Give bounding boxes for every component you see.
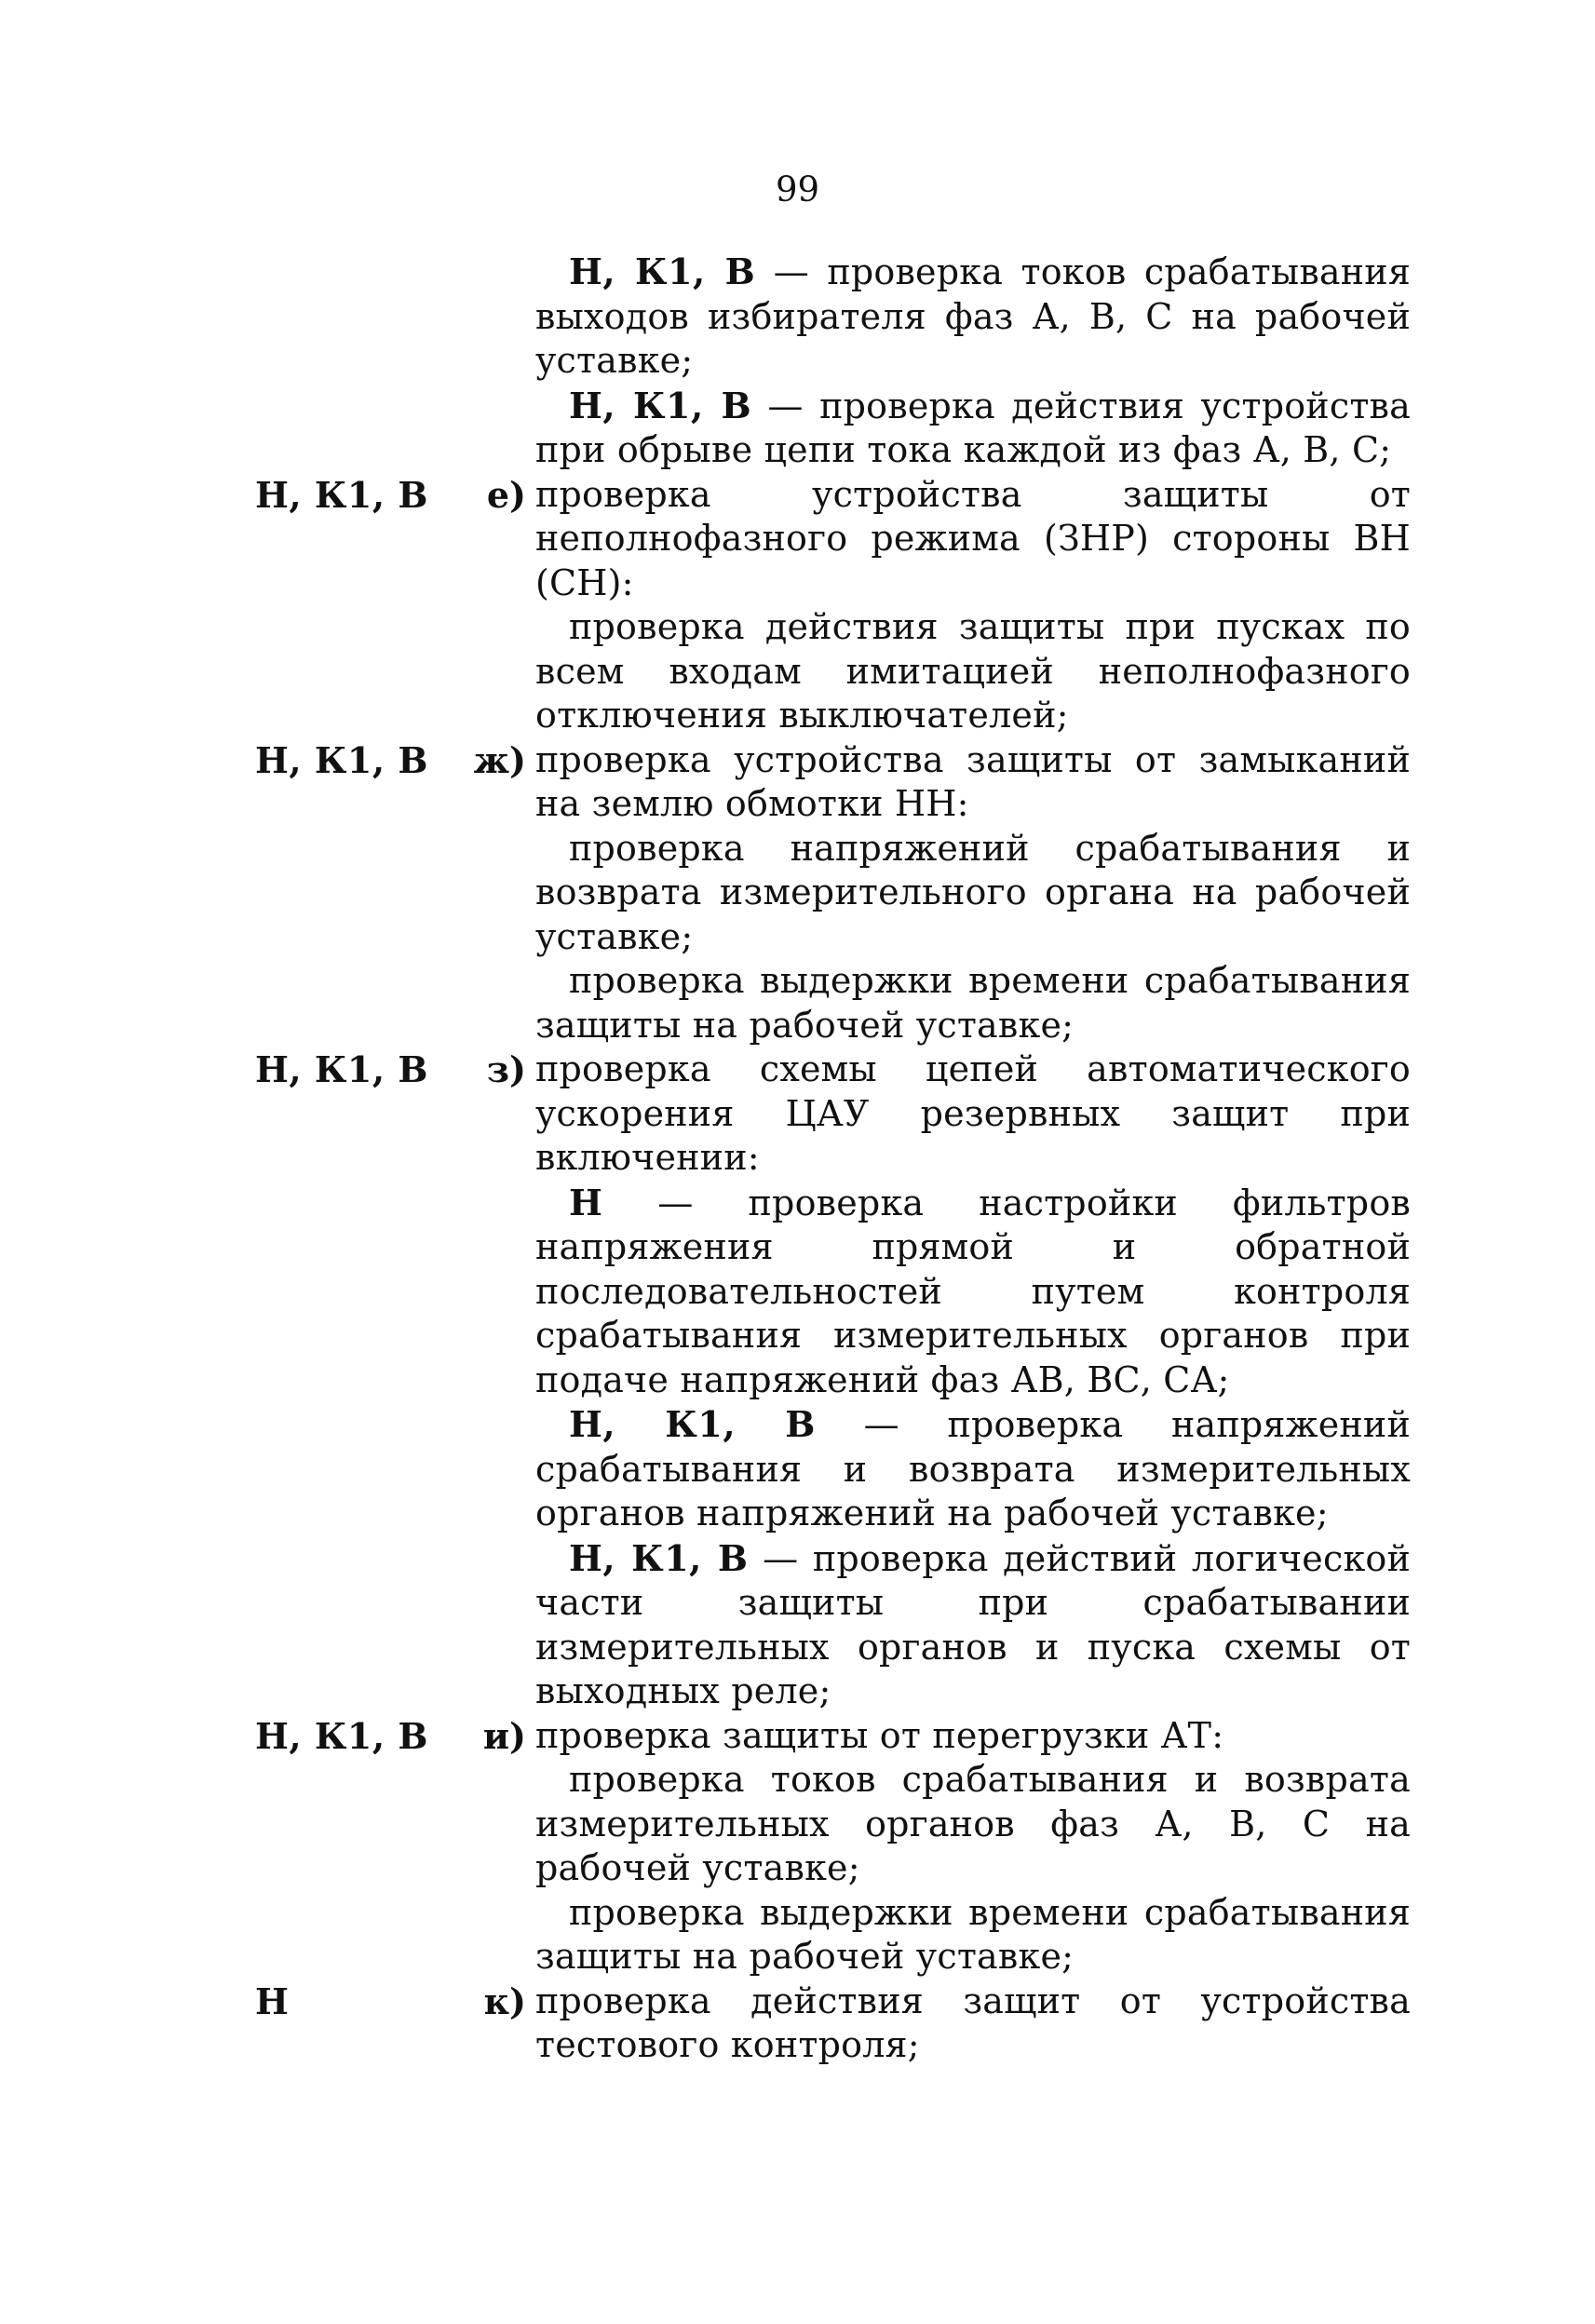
margin-note: Н, К1, В	[255, 738, 428, 781]
body-text	[0, 250, 1595, 2068]
paragraph-body: проверка действия защит от устройства тестового контроля;	[535, 1979, 1411, 2065]
sub-paragraph	[0, 1181, 1595, 1403]
paragraph-body: проверка напряжений срабатывания и возврата измерительного органа на рабочей уставке;	[535, 827, 1411, 957]
paragraph-text	[535, 1402, 1411, 1536]
qualifier-label: Н	[569, 1181, 603, 1223]
paragraph-text	[535, 827, 1411, 960]
list-item	[0, 1714, 1595, 1759]
sub-paragraph	[0, 384, 1595, 473]
margin-note: Н, К1, В	[255, 1714, 428, 1757]
item-letter: з)	[486, 1048, 526, 1090]
sub-paragraph	[0, 1402, 1595, 1536]
paragraph-text	[535, 1181, 1411, 1403]
paragraph-text	[535, 738, 1411, 827]
paragraph-body: проверка токов срабатывания и возврата измерительных органов фаз А, В, С на рабочей уставке;	[535, 1759, 1411, 1888]
qualifier-label: Н, К1, В	[569, 250, 756, 292]
sub-paragraph	[0, 605, 1595, 738]
paragraph-body: — проверка действий логической части защиты при срабатывании измерительных органов и пуска схемы от выходных реле;	[535, 1537, 1412, 1711]
paragraph-text	[535, 605, 1411, 738]
paragraph-text	[535, 1047, 1411, 1181]
paragraph-body: проверка защиты от перегрузки АТ:	[535, 1714, 1224, 1756]
margin-note: Н, К1, В	[255, 1048, 428, 1090]
list-item	[0, 1979, 1595, 2068]
paragraph-body: — проверка настройки фильтров напряжения прямой и обратной последовательностей путем контроля срабатывания измерительных органов при подаче напряжений фаз АВ, ВС, СА;	[535, 1182, 1411, 1400]
margin-note: Н	[255, 1979, 290, 2022]
item-letter: и)	[482, 1714, 526, 1757]
paragraph-body: — проверка действия устройства при обрыве цепи тока каждой из фаз А, В, С;	[535, 385, 1411, 470]
sub-paragraph	[0, 827, 1595, 960]
paragraph-text	[535, 1979, 1411, 2068]
paragraph-text	[535, 1758, 1411, 1891]
paragraph-body: — проверка токов срабатывания выходов избирателя фаз А, В, С на рабочей уставке;	[535, 251, 1411, 381]
paragraph-body: проверка выдержки времени срабатывания защиты на рабочей уставке;	[535, 1891, 1411, 1977]
sub-paragraph	[0, 250, 1595, 384]
paragraph-text	[535, 1891, 1411, 1979]
item-letter: е)	[486, 473, 526, 516]
paragraph-body: проверка устройства защиты от неполнофазного режима (ЗНР) стороны ВН (СН):	[535, 473, 1411, 603]
sub-paragraph	[0, 1758, 1595, 1891]
sub-paragraph	[0, 959, 1595, 1047]
paragraph-text	[535, 384, 1411, 473]
paragraph-body: проверка схемы цепей автоматического ускорения ЦАУ резервных защит при включении:	[535, 1048, 1411, 1178]
sub-paragraph	[0, 1891, 1595, 1979]
paragraph-text	[535, 959, 1411, 1047]
qualifier-label: Н, К1, В	[569, 1536, 749, 1579]
paragraph-body: — проверка напряжений срабатывания и возврата измерительных органов напряжений на рабочей уставке;	[535, 1404, 1411, 1534]
item-letter: ж)	[473, 738, 526, 781]
list-item	[0, 473, 1595, 606]
paragraph-text	[535, 1536, 1411, 1714]
paragraph-body: проверка выдержки времени срабатывания защиты на рабочей уставке;	[535, 960, 1411, 1046]
paragraph-text	[535, 473, 1411, 606]
qualifier-label: Н, К1, В	[569, 1403, 816, 1445]
page-number: 99	[775, 169, 820, 209]
margin-note: Н, К1, В	[255, 473, 428, 516]
qualifier-label: Н, К1, В	[569, 384, 752, 426]
paragraph-text	[535, 250, 1411, 384]
paragraph-body: проверка действия защиты при пусках по всем входам имитацией неполнофазного отключения выключателей;	[535, 606, 1411, 736]
list-item	[0, 738, 1595, 827]
paragraph-body: проверка устройства защиты от замыканий на землю обмотки НН:	[535, 738, 1411, 824]
list-item	[0, 1047, 1595, 1181]
paragraph-text	[535, 1714, 1411, 1759]
item-letter: к)	[483, 1979, 526, 2022]
sub-paragraph	[0, 1536, 1595, 1714]
